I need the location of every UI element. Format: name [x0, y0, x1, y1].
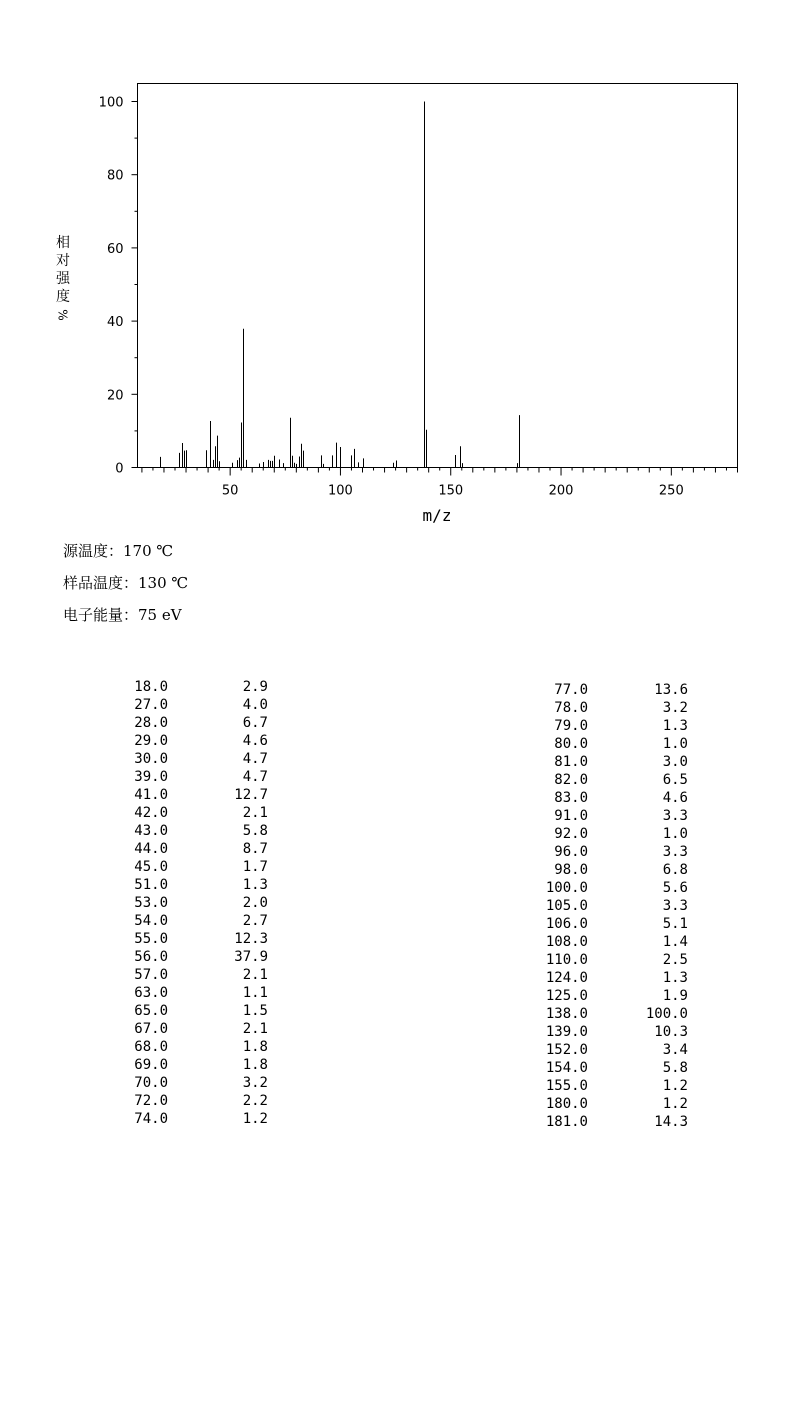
mz-value: 106.0	[545, 916, 588, 932]
intensity-value: 6.5	[662, 772, 688, 788]
intensity-value: 2.9	[242, 679, 268, 695]
acquisition-conditions	[63, 540, 188, 636]
table-row	[528, 807, 688, 825]
mz-value: 139.0	[545, 1024, 588, 1040]
mz-value: 108.0	[545, 934, 588, 950]
electron-energy: 电子能量：75 eV	[63, 606, 182, 624]
y-axis-label-char: 强	[56, 271, 70, 287]
mz-value: 44.0	[134, 841, 168, 857]
intensity-value: 6.8	[662, 862, 688, 878]
mz-value: 51.0	[134, 877, 168, 893]
intensity-value: 3.0	[662, 754, 688, 770]
mz-value: 57.0	[134, 967, 168, 983]
x-tick-label: 100	[328, 483, 353, 499]
table-row	[528, 681, 688, 699]
table-row	[528, 933, 688, 951]
intensity-value: 3.2	[662, 700, 688, 716]
table-row	[108, 768, 268, 786]
table-row	[108, 786, 268, 804]
table-row	[108, 858, 268, 876]
mz-value: 72.0	[134, 1093, 168, 1109]
mz-value: 18.0	[134, 679, 168, 695]
y-tick-label: 60	[106, 241, 124, 257]
table-row	[528, 1077, 688, 1095]
mz-value: 80.0	[554, 736, 588, 752]
y-tick-label: 80	[106, 168, 124, 184]
mz-value: 125.0	[545, 988, 588, 1004]
x-tick-label: 200	[548, 483, 574, 499]
table-row	[528, 951, 688, 969]
table-row	[108, 714, 268, 732]
x-tick-label: 250	[658, 483, 684, 499]
intensity-value: 5.6	[662, 880, 688, 896]
intensity-value: 12.7	[234, 787, 268, 803]
intensity-value: 1.9	[662, 988, 688, 1004]
y-axis	[99, 96, 138, 477]
y-axis-unit: %	[56, 309, 70, 321]
table-row	[528, 897, 688, 915]
table-row	[108, 840, 268, 858]
mz-value: 43.0	[134, 823, 168, 839]
y-tick-label: 40	[106, 315, 124, 331]
intensity-value: 1.5	[242, 1003, 268, 1019]
table-row	[528, 915, 688, 933]
intensity-value: 1.2	[242, 1111, 268, 1127]
mz-value: 83.0	[554, 790, 588, 806]
table-row	[108, 912, 268, 930]
table-row	[528, 987, 688, 1005]
mz-value: 124.0	[545, 970, 588, 986]
table-row	[528, 969, 688, 987]
intensity-value: 3.2	[242, 1075, 268, 1091]
mz-value: 28.0	[134, 715, 168, 731]
intensity-value: 2.2	[242, 1093, 268, 1109]
mz-value: 138.0	[545, 1006, 588, 1022]
mz-value: 155.0	[545, 1078, 588, 1094]
table-row	[528, 1041, 688, 1059]
mz-value: 100.0	[545, 880, 588, 896]
intensity-value: 4.6	[242, 733, 268, 749]
table-row	[108, 678, 268, 696]
intensity-value: 1.8	[242, 1039, 268, 1055]
y-axis-label-char: 对	[56, 253, 70, 269]
mz-value: 98.0	[554, 862, 588, 878]
sample-temperature: 样品温度：130 ℃	[63, 574, 189, 592]
table-row	[108, 804, 268, 822]
mz-value: 68.0	[134, 1039, 168, 1055]
y-axis-label-char: 度	[56, 289, 70, 305]
mass-spectrum-chart	[0, 0, 794, 530]
x-tick-label: 50	[221, 483, 239, 499]
table-row	[528, 1005, 688, 1023]
intensity-value: 3.3	[662, 844, 688, 860]
table-row	[528, 699, 688, 717]
source-temperature: 源温度：170 ℃	[63, 542, 174, 560]
intensity-value: 2.1	[242, 967, 268, 983]
intensity-value: 4.7	[242, 769, 268, 785]
intensity-value: 1.0	[662, 736, 688, 752]
y-tick-label: 100	[98, 95, 124, 111]
mz-value: 77.0	[554, 682, 588, 698]
mz-value: 181.0	[545, 1114, 588, 1130]
mz-value: 79.0	[554, 718, 588, 734]
table-row	[528, 1113, 688, 1131]
table-row	[108, 1020, 268, 1038]
mz-value: 180.0	[545, 1096, 588, 1112]
intensity-value: 100.0	[645, 1006, 688, 1022]
mz-value: 39.0	[134, 769, 168, 785]
mz-value: 54.0	[134, 913, 168, 929]
intensity-value: 5.8	[662, 1060, 688, 1076]
intensity-value: 1.8	[242, 1057, 268, 1073]
table-row	[108, 1110, 268, 1128]
mz-value: 96.0	[554, 844, 588, 860]
table-row	[528, 735, 688, 753]
intensity-value: 1.7	[242, 859, 268, 875]
mz-value: 65.0	[134, 1003, 168, 1019]
intensity-value: 5.1	[662, 916, 688, 932]
table-row	[108, 1056, 268, 1074]
mz-value: 69.0	[134, 1057, 168, 1073]
table-row	[108, 948, 268, 966]
intensity-value: 1.3	[662, 718, 688, 734]
intensity-value: 3.3	[662, 898, 688, 914]
table-row	[108, 732, 268, 750]
mz-value: 91.0	[554, 808, 588, 824]
intensity-value: 6.7	[242, 715, 268, 731]
mz-value: 67.0	[134, 1021, 168, 1037]
table-row	[108, 822, 268, 840]
table-row	[108, 894, 268, 912]
table-row	[108, 696, 268, 714]
peak-table-right	[528, 681, 688, 1131]
peak-table-left	[108, 678, 268, 1128]
x-axis	[142, 468, 738, 499]
y-tick-label: 0	[115, 461, 124, 477]
mz-value: 30.0	[134, 751, 168, 767]
mz-value: 152.0	[545, 1042, 588, 1058]
mz-value: 29.0	[134, 733, 168, 749]
mz-value: 74.0	[134, 1111, 168, 1127]
y-axis-label	[50, 234, 76, 324]
intensity-value: 1.3	[662, 970, 688, 986]
mz-value: 82.0	[554, 772, 588, 788]
intensity-value: 12.3	[234, 931, 268, 947]
table-row	[528, 879, 688, 897]
plot-frame	[138, 84, 738, 468]
table-row	[528, 825, 688, 843]
peak-bars	[161, 102, 520, 468]
mz-value: 41.0	[134, 787, 168, 803]
intensity-value: 14.3	[654, 1114, 688, 1130]
mz-value: 78.0	[554, 700, 588, 716]
mz-value: 92.0	[554, 826, 588, 842]
table-row	[108, 1002, 268, 1020]
intensity-value: 1.2	[662, 1096, 688, 1112]
intensity-value: 2.5	[662, 952, 688, 968]
intensity-value: 3.4	[662, 1042, 688, 1058]
table-row	[108, 1092, 268, 1110]
table-row	[528, 1023, 688, 1041]
intensity-value: 4.7	[242, 751, 268, 767]
intensity-value: 4.6	[662, 790, 688, 806]
table-row	[108, 876, 268, 894]
intensity-value: 37.9	[234, 949, 268, 965]
table-row	[528, 843, 688, 861]
intensity-value: 1.3	[242, 877, 268, 893]
mz-value: 70.0	[134, 1075, 168, 1091]
mz-value: 55.0	[134, 931, 168, 947]
mz-value: 81.0	[554, 754, 588, 770]
table-row	[528, 861, 688, 879]
intensity-value: 4.0	[242, 697, 268, 713]
table-row	[528, 771, 688, 789]
intensity-value: 2.0	[242, 895, 268, 911]
mz-value: 154.0	[545, 1060, 588, 1076]
intensity-value: 2.1	[242, 805, 268, 821]
intensity-value: 13.6	[654, 682, 688, 698]
table-row	[528, 789, 688, 807]
mz-value: 27.0	[134, 697, 168, 713]
intensity-value: 5.8	[242, 823, 268, 839]
table-row	[528, 1095, 688, 1113]
mz-value: 110.0	[545, 952, 588, 968]
mz-value: 53.0	[134, 895, 168, 911]
y-axis-label-char: 相	[56, 235, 70, 251]
table-row	[108, 1038, 268, 1056]
y-tick-label: 20	[106, 388, 124, 404]
table-row	[528, 1059, 688, 1077]
intensity-value: 8.7	[242, 841, 268, 857]
table-row	[108, 984, 268, 1002]
table-row	[108, 750, 268, 768]
table-row	[108, 966, 268, 984]
intensity-value: 10.3	[654, 1024, 688, 1040]
intensity-value: 2.7	[242, 913, 268, 929]
intensity-value: 2.1	[242, 1021, 268, 1037]
intensity-value: 3.3	[662, 808, 688, 824]
table-row	[108, 930, 268, 948]
table-row	[108, 1074, 268, 1092]
intensity-value: 1.1	[242, 985, 268, 1001]
x-axis-label: m/z	[422, 506, 452, 525]
intensity-value: 1.4	[662, 934, 688, 950]
mz-value: 45.0	[134, 859, 168, 875]
mz-value: 63.0	[134, 985, 168, 1001]
intensity-value: 1.0	[662, 826, 688, 842]
intensity-value: 1.2	[662, 1078, 688, 1094]
mz-value: 56.0	[134, 949, 168, 965]
table-row	[528, 717, 688, 735]
mz-value: 42.0	[134, 805, 168, 821]
x-tick-label: 150	[438, 483, 464, 499]
table-row	[528, 753, 688, 771]
mz-value: 105.0	[545, 898, 588, 914]
